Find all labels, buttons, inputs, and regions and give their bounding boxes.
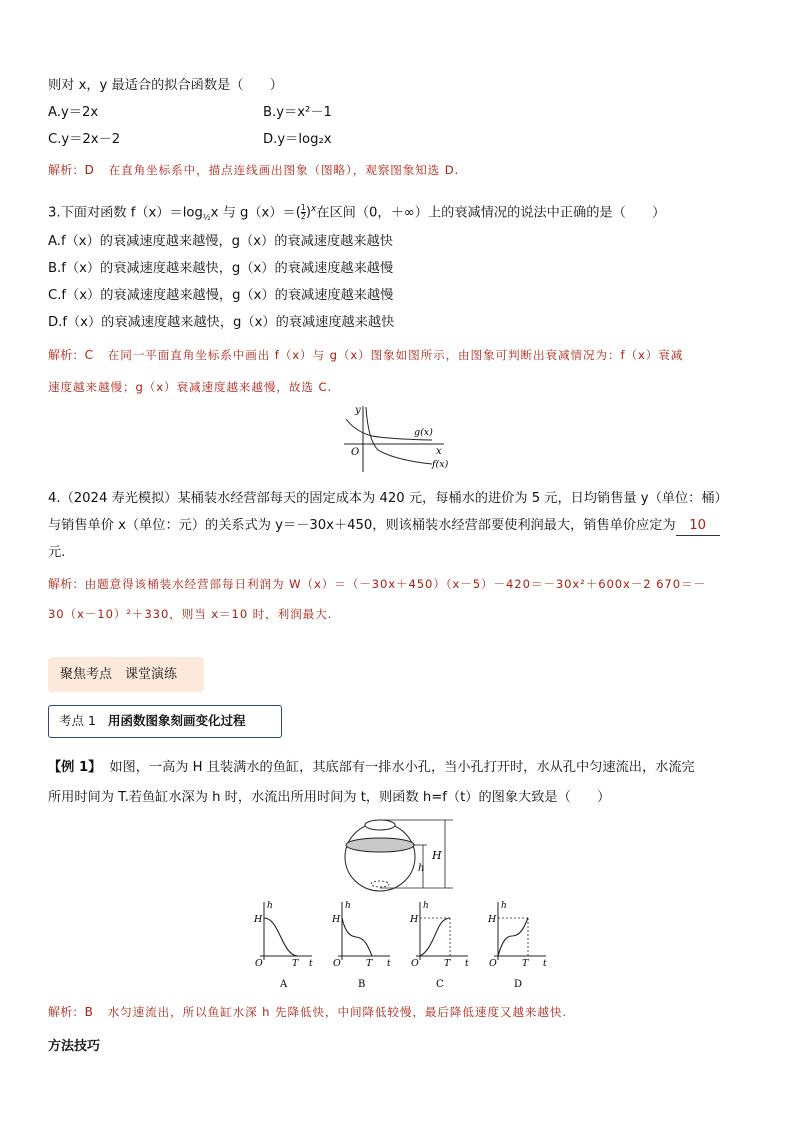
q2-stem: 则对 x，y 最适合的拟合函数是（ ） [48,78,283,93]
answer-text: 在同一平面直角坐标系中画出 f（x）与 g（x）图象如图所示，由图象可判断出衰减情况为：f（x）衰减 [107,348,684,362]
answer-text: 水匀速流出，所以鱼缸水深 h 先降低快，中间降低较慢，最后降低速度又越来越快. [107,1005,567,1019]
graph-H-label: H [488,914,497,925]
graph-origin-label: O [255,958,263,969]
q3-stem-mid: x 与 g（x）＝ [210,205,296,221]
q4-answer-blank: 10 [676,517,720,536]
q2-answer [48,161,459,179]
fishbowl-figure [335,812,465,894]
f-label: f(x) [432,459,449,470]
graph-letter: C [436,979,444,990]
graph-d [487,901,547,990]
answer-label: 解析： [48,577,85,591]
example-answer [48,1003,567,1021]
bowl-rim [365,820,395,830]
q3-figure [340,402,460,474]
graph-curve [420,918,450,956]
graph-H-label: H [332,914,341,925]
graph-curve [342,918,372,956]
q3-option-d: D.f（x）的衰减速度越来越快，g（x）的衰减速度越来越快 [48,315,395,330]
graph-t-label: t [543,959,547,969]
graph-curve [498,918,528,956]
graph-origin-label: O [333,958,341,969]
example-line2: 所用时间为 T.若鱼缸水深为 h 时，水流出所用时间为 t，则函数 h=f（t）的图象大致是（ ） [48,790,611,805]
graph-H-label: H [254,914,263,925]
answer-label: 解析：D [48,163,95,177]
H-label: H [432,849,442,862]
answer-label: 解析：B [48,1005,94,1019]
key-point-title: 用函数图象刻画变化过程 [107,713,246,728]
example-line1-text: 如图，一高为 H 且装满水的鱼缸，其底部有一排水小孔，当小孔打开时，水从孔中匀速流出，水流完 [109,760,695,775]
graph-b [331,901,391,990]
q3-answer-line1 [48,346,683,364]
water-surface [346,838,414,852]
y-axis-label: y [355,405,361,416]
choice-graphs [246,898,556,994]
graph-T-label: T [366,958,373,969]
g-label: g(x) [414,427,433,438]
graph-T-label: T [522,958,529,969]
graph-h-axis-label: h [345,901,351,911]
answer-text: 在直角坐标系中，描点连线画出图象（图略），观察图象知选 D. [108,163,460,177]
q3-option-c: C.f（x）的衰减速度越来越慢，g（x）的衰减速度越来越慢 [48,288,394,303]
method-title: 方法技巧 [48,1039,101,1054]
q3-stem-suffix: 在区间（0，＋∞）上的衰减情况的说法中正确的是（ ） [316,205,666,221]
graph-h-axis-label: h [501,901,507,911]
q4-line3: 元. [48,545,66,560]
graph-T-label: T [444,958,451,969]
q2-option-a: A.y＝2x [48,105,99,120]
key-point-label: 考点 1 [59,713,96,728]
section-tag: 聚焦考点 课堂演练 [48,657,204,692]
graph-c [409,901,469,990]
q4-line2 [48,517,720,536]
q3-option-b: B.f（x）的衰减速度越来越快，g（x）的衰减速度越来越慢 [48,261,394,276]
graph-h-axis-label: h [267,901,273,911]
example-label: 【例 1】 [48,760,102,775]
graph-origin-label: O [489,958,497,969]
h-label: h [418,863,425,874]
graph-a [253,901,313,990]
graph-h-axis-label: h [423,901,429,911]
q3-fraction: ( $\frac{1}{2}$ ) [295,202,311,221]
origin-label: O [351,447,360,458]
graph-H-label: H [410,914,419,925]
q2-option-c: C.y＝2x－2 [48,132,121,147]
q4-answer-line2: 30（x－10）²＋330，则当 x＝10 时，利润最大. [48,607,333,621]
key-point-box [48,705,282,738]
answer-label: 解析：C [48,348,94,362]
example-line1 [48,759,695,777]
q3-option-a: A.f（x）的衰减速度越来越慢，g（x）的衰减速度越来越快 [48,234,393,249]
graph-origin-label: O [411,958,419,969]
graph-letter: B [358,979,366,990]
drain-hole [371,881,389,887]
q4-line1: 4.（2024 寿光模拟）某桶装水经营部每天的固定成本为 420 元，每桶水的进价为 5 元，日均销售量 y（单位：桶） [48,491,728,506]
graph-t-label: t [465,959,469,969]
q3-log-base: ½ [202,213,211,223]
answer-text: 由题意得该桶装水经营部每日利润为 W（x）＝（－30x＋450）（x－5）－420＝－30x²＋600x－2 670＝－ [84,577,706,591]
q3-stem-prefix: 3.下面对函数 f（x）＝log [48,205,203,221]
x-axis-label: x [436,446,442,457]
q3-fraction-num: 1 [300,202,306,212]
q2-option-b: B.y＝x²－1 [263,105,332,120]
q2-option-d: D.y＝log₂x [263,132,332,147]
q3-stem [48,200,665,227]
graph-t-label: t [387,959,391,969]
graph-T-label: T [292,958,299,969]
q3-answer-line2: 速度越来越慢；g（x）衰减速度越来越慢，故选 C. [48,380,333,394]
q4-answer-line1 [48,575,706,593]
graph-letter: D [514,979,523,990]
q3-fraction-den: 2 [300,211,306,221]
q3-fraction-exp: x [310,204,317,214]
graph-curve [264,918,298,956]
graph-letter: A [280,979,288,990]
graph-t-label: t [309,959,313,969]
q4-line2-text: 与销售单价 x（单位：元）的关系式为 y＝－30x＋450，则该桶装水经营部要使利润最大，销售单价应定为 [48,518,676,533]
